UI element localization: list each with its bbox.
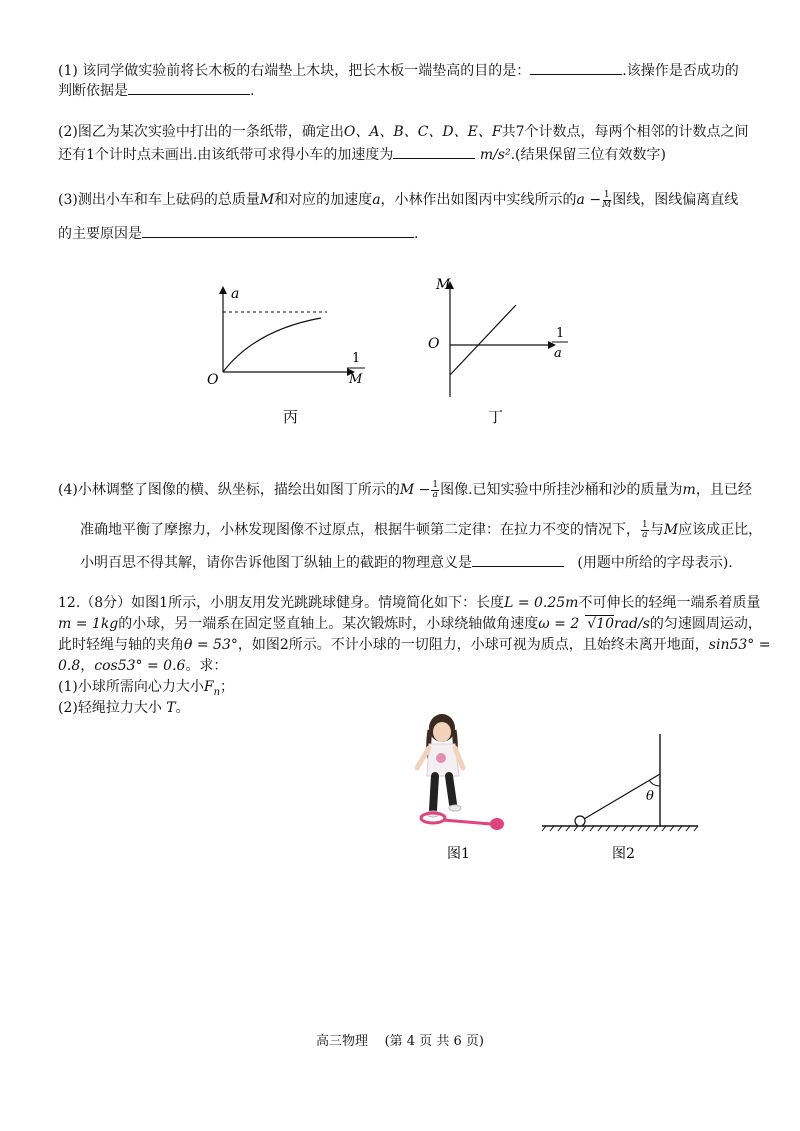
x-axis-label-num: 1 [556, 326, 565, 341]
figure-2-caption: 图2 [612, 846, 635, 862]
page-footer: 高三物理 (第 4 页 共 6 页) [316, 1034, 484, 1049]
right-leg [449, 776, 453, 804]
q4-line3: 小明百思不得其解，请你告诉他图丁纵轴上的截距的物理意义是 (用题中所给的字母表示). [80, 552, 733, 573]
y-axis-label: a [231, 286, 240, 302]
jump-ball-rod [443, 820, 491, 824]
q3-line2: 的主要原因是 . [58, 223, 418, 244]
ball [575, 816, 585, 826]
angle-arc [649, 780, 660, 786]
y-axis-label: M [436, 277, 451, 293]
q12-sub2: (2)轻绳拉力大小 T。 [58, 700, 190, 716]
q12-sub1: (1)小球所需向心力大小$F_n$； [58, 679, 235, 698]
graph-caption: 丙 [283, 408, 299, 426]
q1-answer-blank-1[interactable] [530, 60, 622, 75]
jump-ball [490, 818, 504, 830]
sqrt-radicand: √10 [587, 616, 614, 632]
q12-line3: 此时轻绳与轴的夹角θ = 53°，如图2所示。不计小球的一切阻力，小球可视为质点，且始终未离开地面，sin53° = [58, 637, 771, 653]
origin-label: O [207, 372, 219, 388]
q2-line1: (2)图乙为某次实验中打出的一条纸带，确定出O、A、B、C、D、E、F共7个计数点，每两个相邻的计数点之间 [58, 124, 749, 140]
right-shoe [449, 805, 461, 811]
ankle-ring [421, 813, 445, 823]
line-M-vs-1-over-a [450, 305, 516, 375]
q4-line2: 准确地平衡了摩擦力，小林发现图像不过原点，根据牛顿第二定律：在拉力不变的情况下， $\frac{1}{a}$ 与M应该成正比， [80, 519, 763, 540]
ground-hatching [542, 826, 698, 831]
curve-a-vs-1-over-M [223, 318, 321, 372]
figure-1-girl-jump-ball [405, 710, 515, 860]
q12-line4: 0.8，cos53° = 0.6。求： [58, 658, 228, 674]
angle-label: θ [646, 789, 654, 804]
x-axis-label-num: 1 [352, 351, 361, 366]
q3-answer-blank[interactable] [142, 223, 414, 238]
q1-line2: 判断依据是 . [58, 80, 254, 101]
q1-answer-blank-2[interactable] [128, 80, 250, 95]
face [433, 722, 451, 742]
q4-fraction: $\frac{1}{a}$ [432, 479, 439, 500]
figure-2-diagram [540, 730, 710, 880]
graph-caption: 丁 [488, 408, 504, 426]
q4-line1: (4)小林调整了图像的横、纵坐标，描绘出如图丁所示的M − $\frac{1}{a}$ 图像.已知实验中所挂沙桶和沙的质量为m，且已经 [58, 479, 752, 500]
q2-answer-blank[interactable] [393, 144, 475, 159]
q3-fraction: $\frac{1}{M}$ [602, 189, 612, 210]
q4-answer-blank[interactable] [472, 552, 564, 567]
x-axis-label-den: M [349, 372, 363, 387]
q4-fraction-2: $\frac{1}{a}$ [642, 519, 648, 540]
y-axis-arrow [219, 286, 227, 294]
graph-ding [420, 275, 580, 425]
graph-bing [195, 280, 375, 430]
q3-line1: (3)测出小车和车上砝码的总质量M和对应的加速度a，小林作出如图丙中实线所示的a − $\frac{1}{M}$ 图线，图线偏离直线 [58, 189, 739, 210]
left-leg [433, 776, 435, 810]
figure-1-caption: 图1 [447, 846, 470, 862]
q2-line2: 还有1个计时点未画出.由该纸带可求得小车的加速度为 m/s².(结果保留三位有效数字) [58, 144, 666, 165]
q12-line1: 12.（8分）如图1所示，小朋友用发光跳跳球健身。情境简化如下：长度L = 0.25m不可伸长的轻绳一端系着质量 [58, 595, 761, 611]
origin-label: O [428, 336, 440, 352]
shirt-print [436, 753, 446, 763]
q12-line2: m = 1kg的小球，另一端系在固定竖直轴上。某次锻炼时，小球绕轴做角速度ω = 2 √10rad/s的匀速圆周运动， [58, 616, 762, 632]
x-axis-label-den: a [554, 346, 562, 361]
q1-line1: (1) 该同学做实验前将长木板的右端垫上木块，把长木板一端垫高的目的是： .该操作是否成功的 [58, 60, 739, 81]
